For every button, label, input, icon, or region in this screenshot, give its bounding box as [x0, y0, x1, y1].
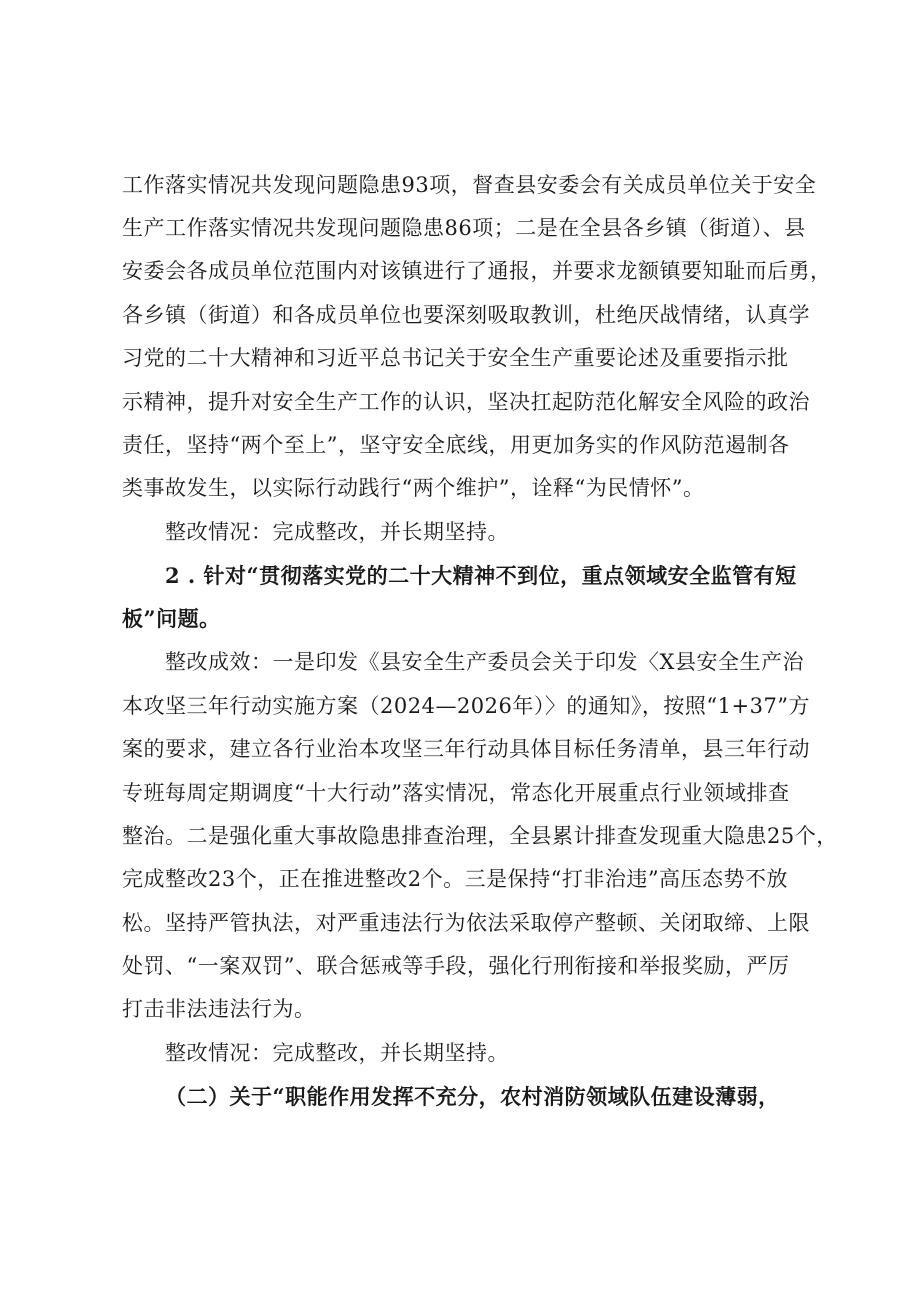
- text-line: 完成整改23个，正在推进整改2个。三是保持“打非治违”高压态势不放: [122, 867, 789, 891]
- text-line: 示精神，提升对安全生产工作的认识，坚决扛起防范化解安全风险的政治: [122, 390, 810, 414]
- section-heading: （二）关于“职能作用发挥不充分，农村消防领域队伍建设薄弱，: [165, 1084, 780, 1109]
- text-line: 整改成效：一是印发《县安全生产委员会关于印发〈X县安全生产治: [165, 650, 804, 674]
- text-line: 整治。二是强化重大事故隐患排查治理，全县累计排查发现重大隐患25个，: [122, 824, 838, 848]
- text-line: 安委会各成员单位范围内对该镇进行了通报，并要求龙额镇要知耻而后勇，: [122, 259, 832, 283]
- text-line: 类事故发生，以实际行动践行“两个维护”，诠释“为民情怀”。: [122, 476, 705, 500]
- text-line: 生产工作落实情况共发现问题隐患86项；二是在全县各乡镇（街道）、县: [122, 216, 806, 240]
- section-heading: 2 . 针对“贯彻落实党的二十大精神不到位，重点领域安全监管有短: [165, 563, 797, 588]
- text-line: 工作落实情况共发现问题隐患93项，督查县安委会有关成员单位关于安全: [122, 173, 817, 197]
- text-line: 专班每周定期调度“十大行动”落实情况，常态化开展重点行业领域排查: [122, 781, 790, 805]
- rectification-status: 整改情况：完成整改，并长期坚持。: [165, 1041, 509, 1065]
- text-line: 习党的二十大精神和习近平总书记关于安全生产重要论述及重要指示批: [122, 346, 789, 370]
- rectification-status: 整改情况：完成整改，并长期坚持。: [165, 520, 509, 544]
- text-line: 责任，坚持“两个至上”，坚守安全底线，用更加务实的作风防范遏制各: [122, 433, 790, 457]
- text-line: 本攻坚三年行动实施方案（2024—2026年）〉的通知》，按照“1+37”方: [122, 694, 811, 718]
- text-line: 案的要求，建立各行业治本攻坚三年行动具体目标任务清单，县三年行动: [122, 737, 810, 761]
- text-line: 各乡镇（街道）和各成员单位也要深刻吸取教训，杜绝厌战情绪，认真学: [122, 303, 810, 327]
- text-line: 打击非法违法行为。: [122, 997, 316, 1021]
- text-line: 处罚、“一案双罚”、联合惩戒等手段，强化行刑衔接和举报奖励，严厉: [122, 954, 790, 978]
- text-line: 松。坚持严管执法，对严重违法行为依法采取停产整顿、关闭取缔、上限: [122, 911, 810, 935]
- section-heading-cont: 板”问题。: [122, 606, 221, 631]
